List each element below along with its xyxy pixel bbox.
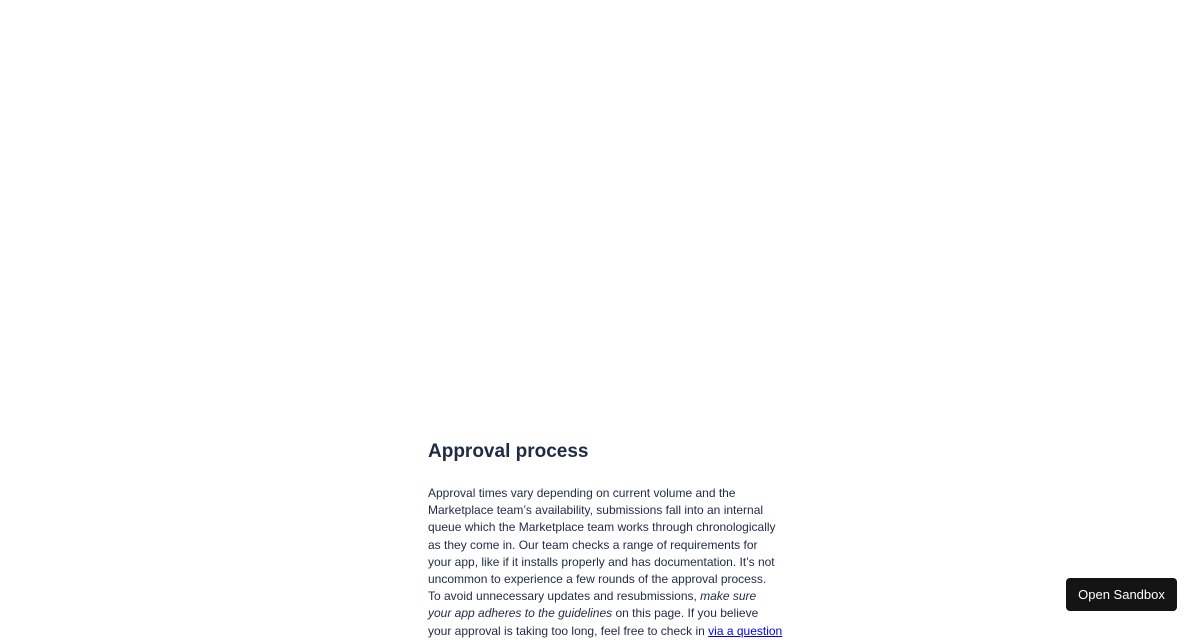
paragraph-line (428, 623, 783, 640)
paragraph-line: your app, like if it installs properly and has documentation. It’s not (428, 554, 775, 569)
paragraph-line: as they come in. Our team checks a range of requirements for (428, 537, 758, 552)
paragraph-line (428, 605, 778, 622)
open-sandbox-button[interactable]: Open Sandbox (1066, 578, 1177, 611)
paragraph-line (428, 588, 778, 605)
paragraph-text: To avoid unnecessary updates and resubmissions, (428, 589, 701, 604)
paragraph-text: on this page. If you believe (612, 606, 759, 621)
approval-paragraph (428, 485, 783, 640)
paragraph-text: your approval is taking too long, feel free to check in (428, 623, 709, 638)
paragraph-line: Approval times vary depending on current volume and the (428, 486, 736, 500)
emphasis-text: your app adheres to the guidelines (428, 606, 613, 621)
paragraph-line: Marketplace team’s availability, submissions fall into an internal (428, 503, 764, 518)
question-link[interactable]: via a question (708, 623, 783, 638)
section-heading: Approval process (428, 441, 589, 462)
paragraph-line: queue which the Marketplace team works through chronologically (428, 520, 776, 535)
paragraph-line: uncommon to experience a few rounds of the approval process. (428, 572, 767, 587)
approval-process-section (428, 440, 783, 640)
emphasis-text: make sure (700, 589, 757, 604)
